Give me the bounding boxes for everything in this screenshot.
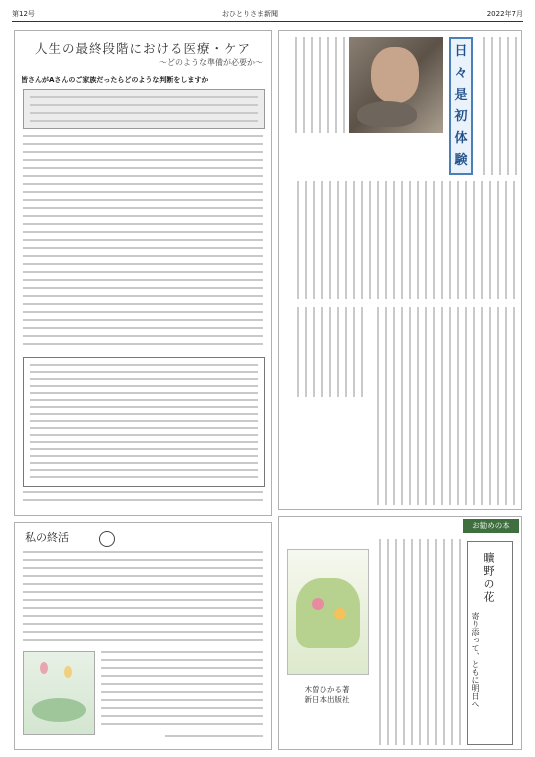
book-author: 木曽ひかる著 [304,685,350,694]
article-body-text-continued [369,307,515,505]
questions-box [23,357,265,487]
article-end-of-life-care [14,30,272,516]
article-lead: 皆さんがAさんのご家族だったらどのような判断をしますか [21,76,209,84]
book-title-box [467,541,513,745]
book-publisher: 新日本出版社 [304,695,350,705]
article-body-text-continued [101,651,263,731]
title-char: 験 [454,152,468,168]
book-title: 曠野の花 [482,552,495,604]
section-badge: お勧めの本 [463,519,519,533]
book-cover-image [287,549,369,675]
article-body-text-top-right [479,37,517,175]
article-body-text [375,539,461,745]
booklet-illustration [23,651,95,735]
article-body-text [23,551,263,647]
article-daily-first-experiences [278,30,522,510]
article-subtitle: ～どのような準備が必要か～ [159,58,263,67]
source-note [23,491,263,509]
article-title: 人生の最終段階における医療・ケア [34,41,251,56]
title-char: 々 [454,65,468,81]
author-with-cat-photo [349,37,443,133]
case-note-box [23,89,265,129]
title-char: 是 [454,87,468,103]
title-char: 日 [454,44,468,60]
book-publisher-info [287,685,367,705]
article-body-text [287,181,515,299]
questions-list [30,364,258,483]
article-recommended-book [278,516,522,750]
author-signature [165,735,263,743]
article-body-text-end [287,307,363,397]
article-body-text-top-left [287,37,345,133]
page-header [12,7,523,22]
circle-mark-icon [99,531,115,547]
note-text-lines [30,96,258,128]
article-body-text [23,135,263,351]
title-char: 体 [454,130,468,146]
vertical-title-box [449,37,473,175]
article-title: 私の終活 [25,531,69,544]
title-char: 初 [454,109,468,125]
book-subtitle: 寄り添って、ともに明日へ [471,612,480,708]
article-body-text-top [283,539,371,543]
issue-number: 第12号 [12,10,35,18]
article-my-end-of-life-planning [14,522,272,750]
issue-date: 2022年7月 [486,10,523,18]
newspaper-name: おひとりさま新聞 [222,10,278,18]
